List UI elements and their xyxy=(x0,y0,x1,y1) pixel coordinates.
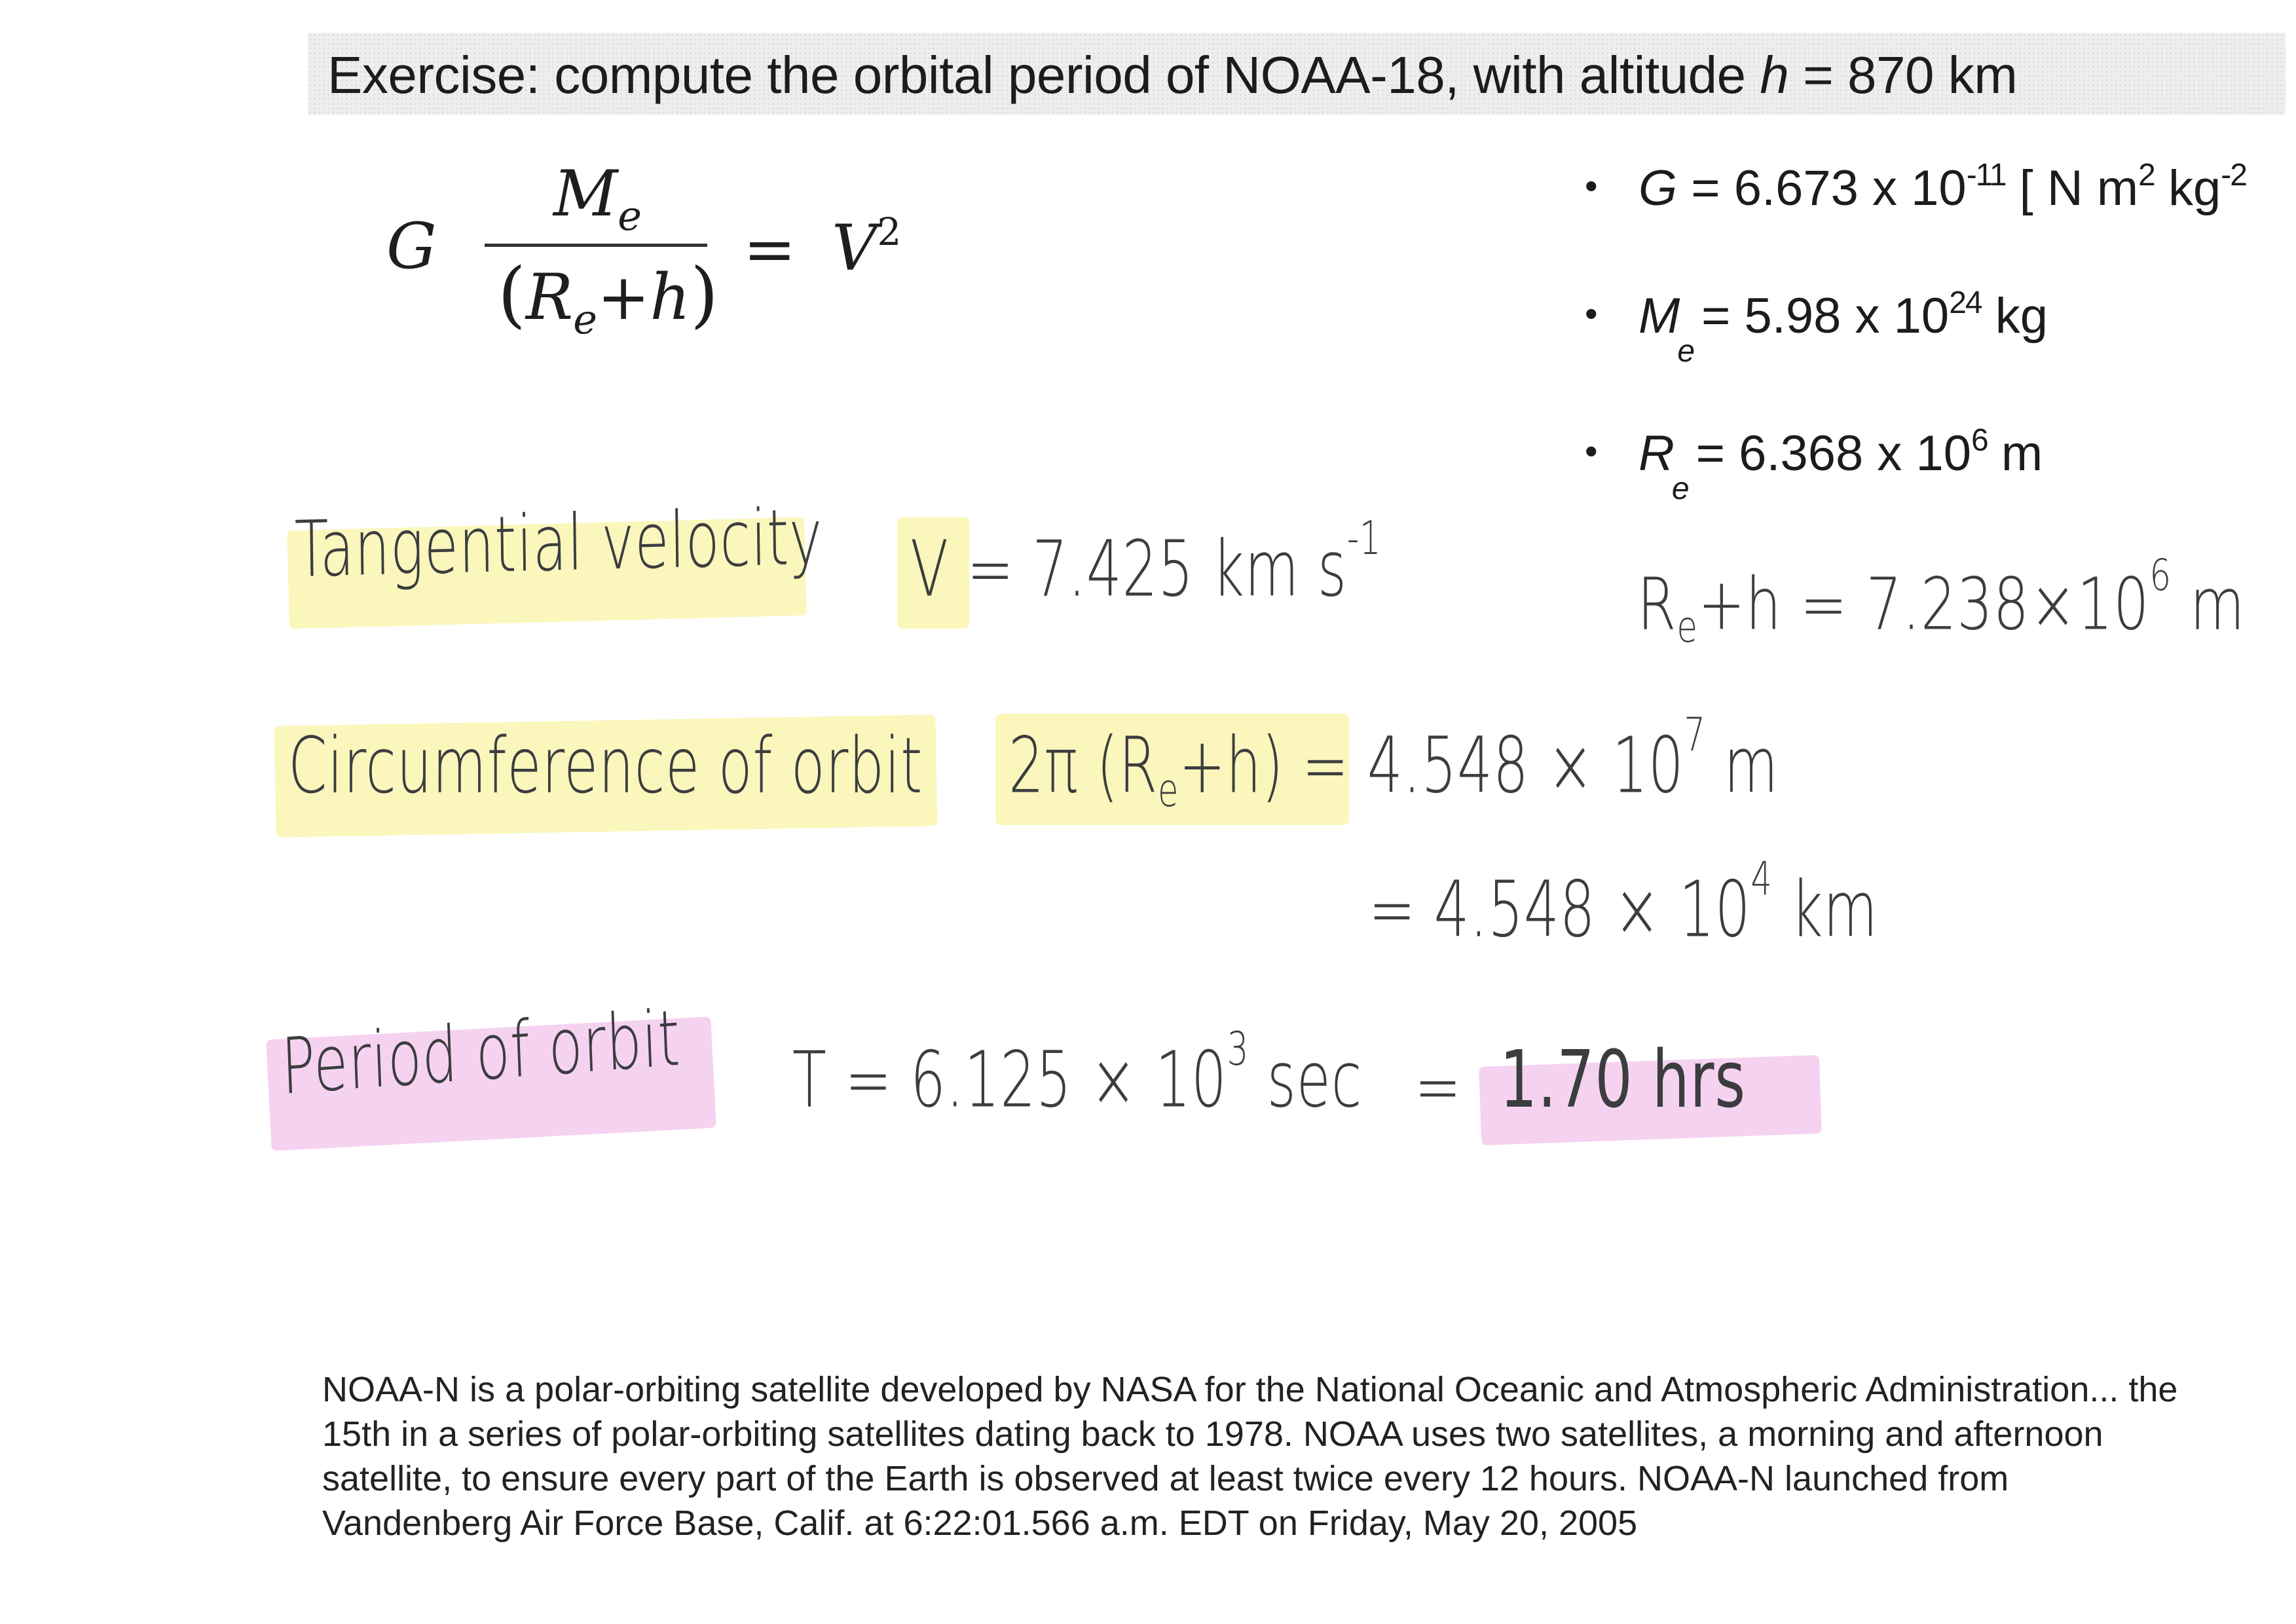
constant-symbol: G xyxy=(1639,160,1678,216)
constant-Me xyxy=(1585,285,2048,369)
circ-km-unit: km xyxy=(1772,864,1878,955)
constant-value: = 5.98 x 10 xyxy=(1701,288,1950,344)
circ-km-eq: = 4.548 × 10 xyxy=(1369,864,1751,955)
velocity-exp: -1 xyxy=(1346,511,1382,565)
rhs-V: V xyxy=(832,212,878,285)
orbital-velocity-formula xyxy=(386,151,976,347)
constant-unit: [ N m xyxy=(2005,160,2139,216)
caption-line: NOAA-N is a polar-orbiting satellite developed by NASA for the National Oceanic and Atmospheric Administration... the xyxy=(322,1370,2178,1409)
numerator-sub: e xyxy=(618,192,642,240)
constant-sub: e xyxy=(1671,471,1690,506)
constant-unit: kg xyxy=(1981,288,2048,344)
caption-line: 15th in a series of polar-orbiting satellites dating back to 1978. NOAA uses two satellites, a morning and afternoon xyxy=(322,1414,2103,1454)
re-sub: e xyxy=(1676,602,1698,653)
constant-unit: kg xyxy=(2154,160,2221,216)
period-label: Period of orbit xyxy=(280,992,682,1112)
open-paren: ( xyxy=(498,252,526,336)
noaa-caption xyxy=(322,1367,2293,1545)
exercise-heading xyxy=(327,39,2017,111)
constant-sub: e xyxy=(1677,334,1695,369)
denominator-sub: e xyxy=(573,295,597,343)
constant-exp: 6 xyxy=(1971,423,1988,458)
denominator-rest: +h xyxy=(597,261,691,334)
re-rest: +h xyxy=(1697,562,1782,646)
heading-suffix: = 870 km xyxy=(1788,46,2018,104)
heading-variable: h xyxy=(1760,46,1789,104)
period-value xyxy=(792,1022,1362,1125)
rhs-exp: 2 xyxy=(877,210,902,254)
close-paren: ) xyxy=(690,252,719,336)
re-eq: = 7.238×10 xyxy=(1781,562,2150,646)
constant-symbol: R xyxy=(1639,426,1675,481)
unit-exp: -2 xyxy=(2221,158,2246,193)
constant-value: = 6.673 x 10 xyxy=(1677,160,1967,216)
circ-sub: e xyxy=(1157,762,1179,817)
period-eq: T = 6.125 × 10 xyxy=(792,1034,1227,1125)
circumference-value xyxy=(1009,707,1779,817)
period-eq2: = xyxy=(1415,1041,1462,1132)
circ-km-exp: 4 xyxy=(1750,851,1773,906)
bullet-icon: • xyxy=(1585,165,1598,206)
numerator-M: M xyxy=(553,157,618,231)
formula-G: G xyxy=(386,210,437,283)
circumference-label: Circumference of orbit xyxy=(288,720,923,811)
tangential-velocity-value xyxy=(910,511,1381,614)
circ-eq: = 4.548 × 10 xyxy=(1284,720,1684,811)
constant-exp: 24 xyxy=(1949,286,1982,320)
velocity-var: V xyxy=(910,523,949,614)
re-R: R xyxy=(1637,562,1677,646)
constant-value: = 6.368 x 10 xyxy=(1695,426,1972,481)
constant-Re xyxy=(1585,422,2043,507)
fraction-bar xyxy=(485,244,707,247)
unit-exp: 2 xyxy=(2138,158,2155,193)
circ-rest: +h) xyxy=(1179,720,1284,811)
tangential-velocity-label: Tangential velocity xyxy=(294,491,823,595)
bullet-icon: • xyxy=(1585,430,1598,471)
re-exp: 6 xyxy=(2149,550,2172,600)
circumference-km-value xyxy=(1369,851,1878,955)
formula-denominator xyxy=(498,252,718,343)
period-result: 1.70 hrs xyxy=(1500,1035,1746,1126)
constant-G xyxy=(1585,157,2246,217)
period-unit: sec xyxy=(1248,1034,1363,1125)
formula-numerator xyxy=(553,157,642,240)
velocity-eq: = 7.425 km s xyxy=(948,523,1347,614)
heading-prefix: Exercise: compute the orbital period of NOAA-18, with altitude xyxy=(327,46,1760,104)
denominator-R: R xyxy=(525,261,574,334)
circ-unit: m xyxy=(1705,720,1779,811)
constant-unit: m xyxy=(1987,426,2043,481)
formula-equals: = xyxy=(743,213,796,286)
bullet-icon: • xyxy=(1585,293,1598,334)
caption-line: satellite, to ensure every part of the Earth is observed at least twice every 12 hours. NOAA-N launched from xyxy=(322,1459,2009,1498)
circ-exp: 7 xyxy=(1684,707,1706,762)
caption-line: Vandenberg Air Force Base, Calif. at 6:22:01.566 a.m. EDT on Friday, May 20, 2005 xyxy=(322,1504,1638,1543)
re-plus-h-value xyxy=(1637,550,2245,652)
re-unit: m xyxy=(2171,562,2246,646)
constant-symbol: M xyxy=(1639,288,1680,344)
constant-exp: -11 xyxy=(1966,158,2006,193)
formula-rhs xyxy=(832,210,901,285)
circ-expr: 2π (R xyxy=(1009,720,1158,811)
period-exp: 3 xyxy=(1227,1022,1249,1076)
